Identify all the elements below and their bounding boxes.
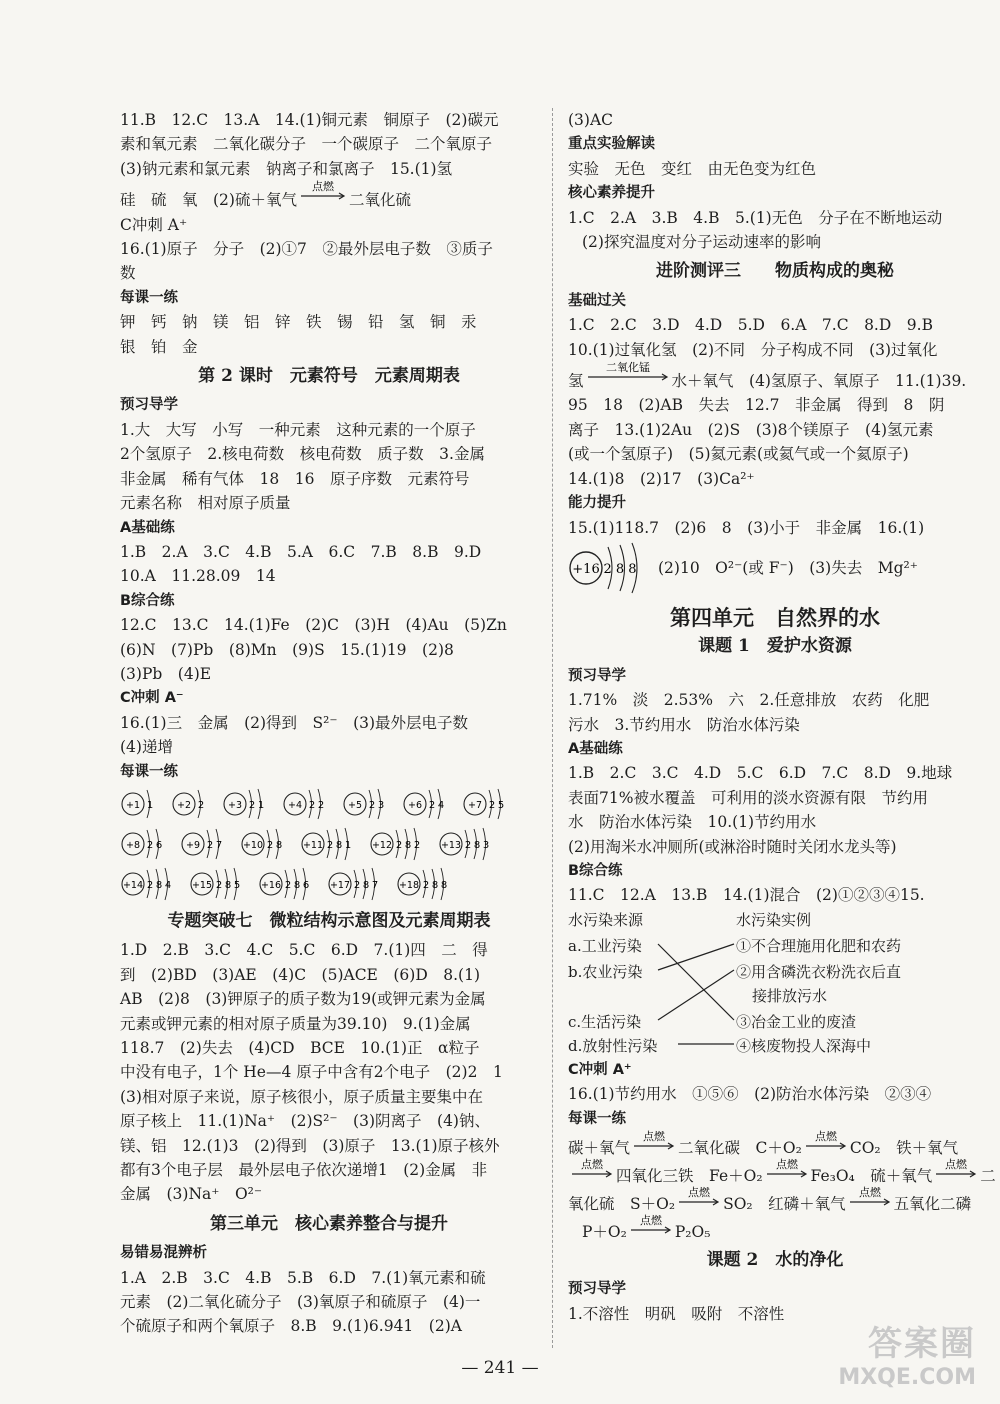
electron-count: 2: [146, 879, 154, 891]
electron-count: 8: [293, 879, 301, 891]
arrow-condition: 点燃: [639, 1214, 662, 1227]
electron-count: 2: [197, 799, 205, 811]
atom-structure-icon: [180, 825, 232, 863]
match-source: a.工业污染: [568, 936, 642, 955]
equation-left: 红磷＋氧气: [768, 1195, 846, 1213]
electron-count: 4: [164, 879, 172, 891]
answer-line: 1.C 2.A 3.B 4.B 5.(1)无色 分子在不断地运动: [568, 208, 943, 227]
atom-structure-icon: [342, 785, 394, 823]
electron-count: 2: [146, 839, 154, 851]
equation-left: 硫＋氧气: [870, 1167, 933, 1185]
watermark: [838, 1316, 976, 1390]
reaction-arrow: [630, 1131, 678, 1160]
answer-line: 银 铂 金: [120, 337, 198, 356]
electron-count: 2: [413, 839, 421, 851]
section-heading: A基础练: [120, 519, 175, 536]
sulfur-ion-diagram-line: [568, 540, 982, 596]
watermark-logo: 答案圈: [868, 1324, 976, 1364]
arrow-condition: 点燃: [775, 1158, 798, 1171]
nucleus-charge: +12: [371, 839, 393, 851]
arrow-icon: [765, 1159, 809, 1181]
section-heading: 预习导学: [568, 667, 626, 684]
atom-structure-icon: [120, 825, 172, 863]
equation-right: 二氧化硫: [348, 191, 411, 210]
atom-structure-icon: [240, 825, 292, 863]
arrow-icon: [632, 1131, 676, 1153]
match-source: d.放射性污染: [568, 1036, 658, 1055]
electron-count: 6: [155, 839, 163, 851]
electron-count: 2: [395, 839, 403, 851]
lesson-title: 课题 1 爱护水资源: [698, 636, 852, 657]
answer-line: 表面71%被水覆盖 可利用的淡水资源有限 节约用: [568, 788, 928, 807]
section-heading: 易错易混辨析: [120, 1245, 207, 1262]
electron-count: 8: [440, 879, 448, 891]
nucleus-charge: +6: [407, 799, 423, 811]
match-example: ②用含磷洗衣粉洗衣后直: [736, 962, 902, 981]
reaction-arrow: [932, 1159, 980, 1188]
lesson-title: 第 2 课时 元素符号 元素周期表: [198, 366, 460, 387]
electron-count: 2: [206, 839, 214, 851]
equation-line: [568, 1131, 982, 1159]
answer-line: 1.B 2.A 3.C 4.B 5.A 6.C 7.B 8.B 9.D: [120, 542, 482, 561]
answer-line: (4)递增: [120, 738, 173, 757]
answer-line: 95 18 (2)AB 失去 12.7 非金属 得到 8 阴: [568, 396, 945, 415]
electron-count: 2: [368, 799, 376, 811]
equation-line: [568, 1158, 996, 1187]
answer-line: 16.(1)原子 分子 (2)①7 ②最外层电子数 ③质子: [120, 240, 493, 259]
nucleus-charge: +11: [302, 839, 324, 851]
answer-line: 16.(1)三 金属 (2)得到 S²⁻ (3)最外层电子数: [120, 713, 469, 732]
atom-diagram-row: [120, 784, 538, 824]
answer-line: 10.A 11.28.09 14: [120, 567, 276, 586]
answer-line: (3)钠元素和氯元素 钠离子和氯离子 15.(1)氢: [120, 159, 453, 178]
electron-count: 2: [317, 799, 325, 811]
equation-left: P＋O₂: [582, 1223, 627, 1241]
electron-count: 3: [377, 799, 385, 811]
electron-count: 4: [437, 799, 445, 811]
electron-count: 8: [404, 839, 412, 851]
electron-count: 5: [497, 799, 505, 811]
test-title: 进阶测评三 物质构成的奥秘: [656, 261, 894, 282]
arrow-condition: 点燃: [311, 180, 334, 194]
nucleus-charge: +14: [122, 879, 144, 891]
answer-line: 到 (2)BD (3)AE (4)C (5)ACE (6)D 8.(1): [120, 965, 481, 984]
electron-count: 2: [284, 879, 292, 891]
section-heading: B综合练: [568, 862, 623, 879]
match-header: 水污染来源: [568, 910, 644, 929]
electron-count: 7: [215, 839, 223, 851]
reaction-arrow: [584, 362, 672, 393]
nucleus-charge: +13: [440, 839, 462, 851]
electron-count: 8: [335, 839, 343, 851]
answer-line: (2)探究温度对分子运动速率的影响: [582, 233, 821, 252]
equation-right: 五氧化二磷: [893, 1195, 972, 1213]
nucleus-charge: +1: [125, 799, 141, 811]
answer-line: 1.不溶性 明矾 吸附 不溶性: [568, 1304, 785, 1323]
answer-line: (3)AC: [568, 111, 614, 129]
section-heading: B综合练: [120, 592, 175, 609]
answer-line: 元素名称 相对原子质量: [120, 494, 291, 513]
answer-line: 都有3个电子层 最外层电子依次递增1 (2)金属 非: [120, 1161, 488, 1180]
arrow-condition: 点燃: [643, 1130, 666, 1143]
equation-right: 二: [980, 1167, 996, 1185]
answer-line: 1.D 2.B 3.C 4.C 5.C 6.D 7.(1)四 二 得: [120, 941, 488, 960]
answer-line: 11.B 12.C 13.A 14.(1)铜元素 铜原子 (2)碳元: [120, 111, 499, 129]
answer-line: (或一个氢原子) (5)氦元素(或氦气或一个氦原子): [568, 445, 909, 464]
column-divider: [552, 108, 553, 1348]
answer-line: 数: [120, 264, 136, 283]
section-heading: 核心素养提升: [568, 185, 655, 202]
electron-count: 8: [473, 839, 481, 851]
section-heading: C冲刺 A⁺: [568, 1061, 632, 1078]
arrow-condition: 点燃: [688, 1186, 711, 1199]
nucleus-charge: +10: [242, 839, 264, 851]
left-column: [120, 108, 538, 1339]
electron-count: 3: [482, 839, 490, 851]
atom-structure-icon: [258, 865, 319, 903]
electron-count: 2: [428, 799, 436, 811]
answer-line: 16.(1)节约用水 ①⑤⑥ (2)防治水体污染 ②③④: [568, 1085, 932, 1104]
equation-left: 氢: [568, 372, 584, 391]
equation-right: 四氧化三铁: [616, 1167, 694, 1185]
answer-line: (3)相对原子来说，原子核很小，原子质量主要集中在: [120, 1087, 483, 1106]
lesson-title: 专题突破七 微粒结构示意图及元素周期表: [167, 910, 491, 931]
equation-line: [568, 1187, 982, 1215]
answer-line: 元素 (2)二氧化硫分子 (3)氧原子和硫原子 (4)一: [120, 1293, 481, 1312]
answer-line: 非金属 稀有气体 18 16 原子序数 元素符号: [120, 469, 470, 488]
electron-count: 8: [224, 879, 232, 891]
nucleus-charge: +2: [176, 799, 192, 811]
answer-line: 元素或钾元素的相对原子质量为39.10) 9.(1)金属: [120, 1014, 471, 1033]
right-column: [568, 108, 996, 1326]
electron-count: 2: [308, 799, 316, 811]
answer-line: (6)N (7)Pb (8)Mn (9)S 15.(1)19 (2)8: [120, 640, 454, 659]
arrow-condition: 点燃: [858, 1186, 881, 1199]
atom-structure-icon: [568, 541, 650, 595]
equation-left: S＋O₂: [630, 1195, 676, 1213]
nucleus-charge: +16: [572, 561, 600, 577]
equation-left: 碳＋氧气: [568, 1139, 631, 1157]
electron-count: 8: [431, 879, 439, 891]
answer-line: 污水 3.节约用水 防治水体污染: [568, 715, 800, 734]
reaction-arrow: [763, 1159, 811, 1188]
electron-count: 8: [275, 839, 283, 851]
arrow-icon: [586, 362, 670, 386]
reaction-arrow: [675, 1187, 723, 1216]
section-heading: 重点实验解读: [568, 136, 655, 153]
nucleus-charge: +9: [185, 839, 201, 851]
equation-right: CO₂: [849, 1139, 881, 1157]
section-heading: 基础过关: [568, 292, 626, 309]
equation-right: P₂O₅: [674, 1223, 711, 1241]
answer-line: 1.C 2.C 3.D 4.D 5.D 6.A 7.C 8.D 9.B: [568, 316, 933, 335]
equation-right: SO₂: [723, 1195, 753, 1213]
answer-line: 素和氧元素 二氧化碳分子 一个碳原子 二个氧原子: [120, 135, 493, 154]
electron-count: 2: [464, 839, 472, 851]
answer-line: 12.C 13.C 14.(1)Fe (2)C (3)H (4)Au (5)Zn: [120, 616, 507, 635]
equation-right: 水＋氧气 (4)氢原子、氧原子 11.(1)39.: [671, 372, 967, 391]
watermark-url: MXQE.COM: [838, 1365, 976, 1390]
answer-line: 离子 13.(1)2Au (2)S (3)8个镁原子 (4)氢元素: [568, 420, 934, 439]
electron-count: 2: [266, 839, 274, 851]
electron-count: 1: [146, 799, 154, 811]
page-number: — 241 —: [461, 1358, 539, 1378]
answer-text: (2)10 O²⁻(或 F⁻) (3)失去 Mg²⁺: [658, 558, 918, 577]
nucleus-charge: +18: [398, 879, 420, 891]
equation-left: C＋O₂: [755, 1139, 802, 1157]
answer-line: 个硫原子和两个氧原子 8.B 9.(1)6.941 (2)A: [120, 1317, 462, 1336]
matching-diagram: [568, 908, 982, 1058]
electron-count: 6: [302, 879, 310, 891]
electron-count: 1: [344, 839, 352, 851]
answer-line: 1.大 大写 小写 一种元素 这种元素的一个原子: [120, 420, 476, 439]
unit-title: 第四单元 自然界的水: [670, 604, 880, 630]
answer-line: [120, 181, 538, 212]
arrow-icon: [934, 1159, 978, 1181]
atom-structure-icon: [327, 865, 388, 903]
answer-line: 水 防治水体污染 10.(1)节约用水: [568, 813, 817, 832]
arrow-icon: [848, 1187, 892, 1209]
answer-line: (2)用淘米水冲厕所(或淋浴时随时关闭水龙头等): [568, 837, 897, 856]
equation-left: 铁＋氧气: [896, 1139, 959, 1157]
match-source: b.农业污染: [568, 962, 643, 981]
section-heading: 预习导学: [568, 1281, 626, 1298]
electron-count: 2: [422, 879, 430, 891]
match-example: 接排放污水: [752, 986, 828, 1005]
section-heading: 预习导学: [120, 397, 178, 414]
atom-structure-icon: [171, 785, 214, 823]
atom-structure-icon: [462, 785, 514, 823]
lesson-title: 课题 2 水的净化: [706, 1250, 844, 1270]
arrow-condition: 点燃: [945, 1158, 968, 1171]
atom-structure-icon: [438, 825, 499, 863]
nucleus-charge: +3: [227, 799, 243, 811]
nucleus-charge: +17: [329, 879, 351, 891]
arrow-condition: 二氧化锰: [605, 361, 650, 375]
electron-count: 2: [215, 879, 223, 891]
equation-line: [568, 1215, 982, 1243]
nucleus-charge: +15: [191, 879, 213, 891]
atom-structure-icon: [402, 785, 454, 823]
electron-count: 7: [371, 879, 379, 891]
electron-count: 1: [257, 799, 265, 811]
arrow-condition: 点燃: [581, 1158, 603, 1171]
answer-line: 15.(1)118.7 (2)6 8 (3)小于 非金属 16.(1): [568, 518, 925, 537]
answer-line: 中没有电子，1个 He—4 原子中含有2个电子 (2)2 1: [120, 1063, 503, 1082]
atom-structure-icon: [222, 785, 274, 823]
atom-structure-icon: [300, 825, 361, 863]
section-heading: A基础练: [568, 740, 623, 757]
arrow-icon: [804, 1131, 848, 1153]
match-lines: [568, 908, 748, 1058]
answer-line: (3)Pb (4)E: [120, 664, 212, 683]
arrow-icon: [299, 181, 347, 205]
answer-line: 原子核上 11.(1)Na⁺ (2)S²⁻ (3)阴离子 (4)钠、: [120, 1112, 490, 1131]
answer-line: 实验 无色 变红 由无色变为红色: [568, 159, 817, 178]
atom-structure-icon: [120, 865, 181, 903]
answer-line: 1.A 2.B 3.C 4.B 5.B 6.D 7.(1)氧元素和硫: [120, 1268, 486, 1287]
electron-count: 5: [233, 879, 241, 891]
section-heading: 每课一练: [120, 289, 178, 306]
nucleus-charge: +4: [287, 799, 303, 811]
answer-line: 11.C 12.A 13.B 14.(1)混合 (2)①②③④15.: [568, 886, 925, 905]
electron-count: 2: [248, 799, 256, 811]
electron-shells: 2 8 8: [603, 561, 637, 577]
atom-structure-icon: [396, 865, 457, 903]
reaction-arrow: [802, 1131, 850, 1160]
equation-right: 氧化硫: [568, 1195, 615, 1213]
equation-right: 二氧化碳: [678, 1139, 741, 1157]
match-example: ④核废物投人深海中: [736, 1036, 872, 1055]
electron-count: 2: [326, 839, 334, 851]
arrow-condition: 点燃: [814, 1130, 837, 1143]
answer-line: 钾 钙 钠 镁 铝 锌 铁 锡 铅 氢 铜 汞: [120, 313, 477, 332]
section-heading: C冲刺 A⁻: [120, 690, 184, 707]
answer-line: 2个氢原子 2.核电荷数 核电荷数 质子数 3.金属: [120, 445, 485, 464]
nucleus-charge: +7: [467, 799, 483, 811]
answer-line: 1.71% 淡 2.53% 六 2.任意排放 农药 化肥: [568, 691, 930, 710]
equation-right: Fe₃O₄: [810, 1167, 855, 1185]
arrow-icon: [677, 1187, 721, 1209]
answer-line: 118.7 (2)失去 (4)CD BCE 10.(1)正 α粒子: [120, 1039, 480, 1057]
equation-left: 硅 硫 氧 (2)硫＋氧气: [120, 191, 297, 210]
atom-structure-icon: [282, 785, 334, 823]
atom-diagram-row: [120, 824, 538, 864]
equation-left: Fe＋O₂: [709, 1167, 763, 1185]
electron-count: 8: [155, 879, 163, 891]
match-example: ③冶金工业的废渣: [736, 1012, 857, 1031]
match-header: 水污染实例: [736, 910, 812, 929]
section-heading: 每课一练: [120, 763, 178, 780]
reaction-arrow: [568, 1159, 616, 1188]
answer-line: 1.B 2.C 3.C 4.D 5.C 6.D 7.C 8.D 9.地球: [568, 764, 953, 783]
answer-line: 镁、铝 12.(1)3 (2)得到 (3)原子 13.(1)原子核外: [120, 1136, 500, 1155]
electron-count: 8: [362, 879, 370, 891]
reaction-arrow: [297, 181, 349, 212]
nucleus-charge: +8: [125, 839, 141, 851]
section-heading: 每课一练: [568, 1110, 626, 1127]
electron-count: 2: [488, 799, 496, 811]
arrow-icon: [629, 1215, 673, 1237]
answer-line: AB (2)8 (3)钾原子的质子数为19(或钾元素为金属: [120, 990, 486, 1009]
atom-diagram-row: [120, 864, 538, 904]
atom-structure-icon: [120, 785, 163, 823]
nucleus-charge: +16: [260, 879, 282, 891]
answer-line: 金属 (3)Na⁺ O²⁻: [120, 1185, 263, 1204]
match-source: c.生活污染: [568, 1012, 642, 1031]
electron-count: 2: [353, 879, 361, 891]
answer-line: 10.(1)过氧化氢 (2)不同 分子构成不同 (3)过氧化: [568, 340, 938, 359]
atom-structure-icon: [189, 865, 250, 903]
nucleus-charge: +5: [347, 799, 363, 811]
atom-structure-icon: [369, 825, 430, 863]
arrow-icon: [570, 1159, 614, 1181]
unit-title: 第三单元 核心素养整合与提升: [210, 1213, 448, 1234]
answer-line: 14.(1)8 (2)17 (3)Ca²⁺: [568, 469, 755, 488]
answer-line: C冲刺 A⁺: [120, 215, 188, 234]
match-example: ①不合理施用化肥和农药: [736, 936, 902, 955]
section-heading: 能力提升: [568, 495, 626, 512]
answer-line: [568, 362, 982, 393]
reaction-arrow: [627, 1215, 675, 1244]
reaction-arrow: [846, 1187, 894, 1216]
